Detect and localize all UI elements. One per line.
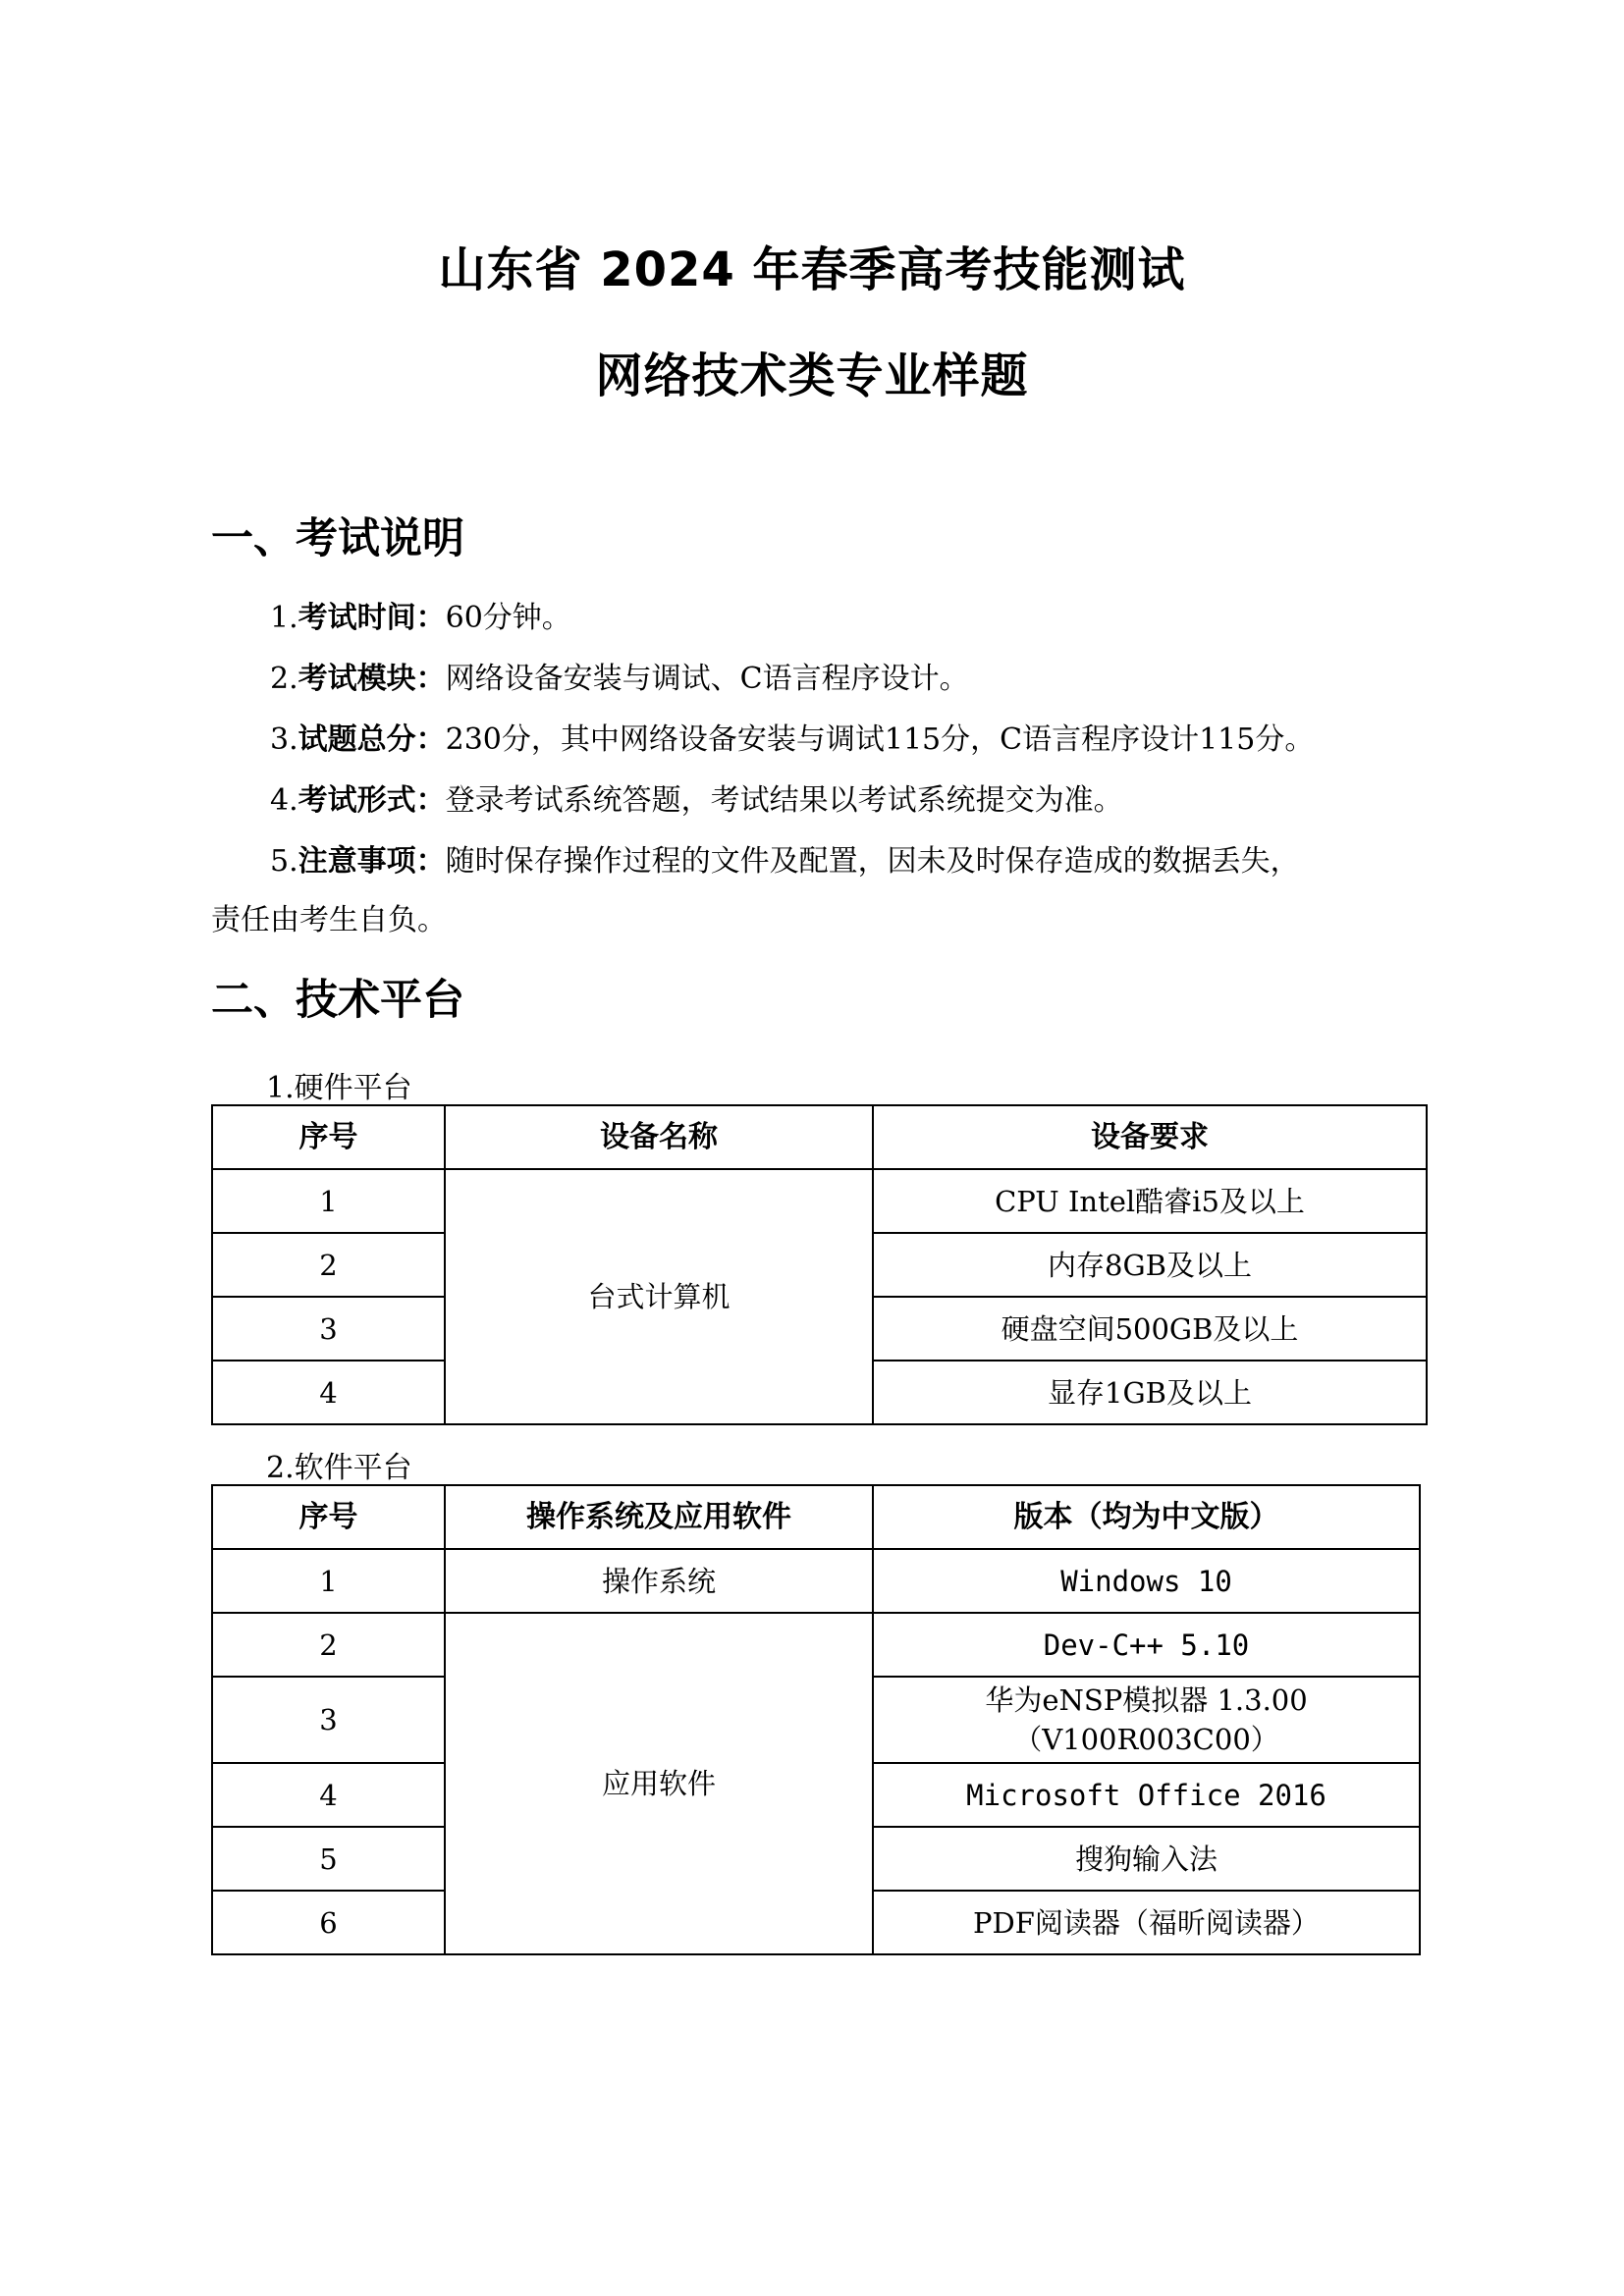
section-heading-platform: 二、技术平台 (211, 976, 464, 1025)
requirement-cell: 内存8GB及以上 (873, 1233, 1427, 1297)
table-header-row (212, 1105, 1427, 1169)
row-number: 4 (212, 1361, 445, 1424)
requirement-cell: 显存1GB及以上 (873, 1361, 1427, 1424)
table-row (212, 1169, 1427, 1233)
software-table (211, 1484, 1421, 1955)
exam-item-notes-continued: 责任由考生自负。 (211, 903, 447, 937)
software-caption: 2.软件平台 (266, 1451, 412, 1485)
row-number: 2 (212, 1233, 445, 1297)
version-line: （V100R003C00） (1013, 1723, 1279, 1756)
row-number: 6 (212, 1891, 445, 1954)
row-number: 3 (212, 1297, 445, 1361)
exam-item-time: 1.考试时间：60分钟。 (270, 601, 571, 635)
device-name-cell: 台式计算机 (445, 1169, 873, 1424)
header-cell: 版本（均为中文版） (873, 1485, 1420, 1549)
doc-subtitle: 网络技术类专业样题 (595, 348, 1029, 403)
row-number: 3 (212, 1677, 445, 1763)
version-cell: Microsoft Office 2016 (873, 1763, 1420, 1827)
exam-item-notes: 5.注意事项：随时保存操作过程的文件及配置，因未及时保存造成的数据丢失， (270, 844, 1300, 879)
row-number: 4 (212, 1763, 445, 1827)
table-header-row (212, 1485, 1420, 1549)
requirement-cell: 硬盘空间500GB及以上 (873, 1297, 1427, 1361)
exam-item-format: 4.考试形式：登录考试系统答题，考试结果以考试系统提交为准。 (270, 783, 1123, 818)
doc-title: 山东省 2024 年春季高考技能测试 (438, 242, 1186, 297)
header-cell: 序号 (212, 1485, 445, 1549)
version-cell: PDF阅读器（福昕阅读器） (873, 1891, 1420, 1954)
exam-item-score: 3.试题总分：230分，其中网络设备安装与调试115分，C语言程序设计115分。 (270, 722, 1315, 757)
row-number: 1 (212, 1169, 445, 1233)
table-row (212, 1549, 1420, 1613)
row-number: 1 (212, 1549, 445, 1613)
version-line: 华为eNSP模拟器 1.3.00 (985, 1683, 1308, 1717)
section-heading-exam-info: 一、考试说明 (211, 514, 464, 563)
software-name-cell: 应用软件 (445, 1613, 873, 1954)
software-name-cell: 操作系统 (445, 1549, 873, 1613)
table-row (212, 1613, 1420, 1677)
hardware-caption: 1.硬件平台 (266, 1071, 412, 1105)
header-cell: 序号 (212, 1105, 445, 1169)
version-cell: 搜狗输入法 (873, 1827, 1420, 1891)
version-cell: Dev-C++ 5.10 (873, 1613, 1420, 1677)
hardware-table (211, 1104, 1428, 1425)
exam-item-modules: 2.考试模块：网络设备安装与调试、C语言程序设计。 (270, 662, 969, 696)
requirement-cell: CPU Intel酷睿i5及以上 (873, 1169, 1427, 1233)
row-number: 2 (212, 1613, 445, 1677)
row-number: 5 (212, 1827, 445, 1891)
version-cell (873, 1677, 1420, 1763)
header-cell: 设备要求 (873, 1105, 1427, 1169)
header-cell: 操作系统及应用软件 (445, 1485, 873, 1549)
header-cell: 设备名称 (445, 1105, 873, 1169)
version-cell: Windows 10 (873, 1549, 1420, 1613)
